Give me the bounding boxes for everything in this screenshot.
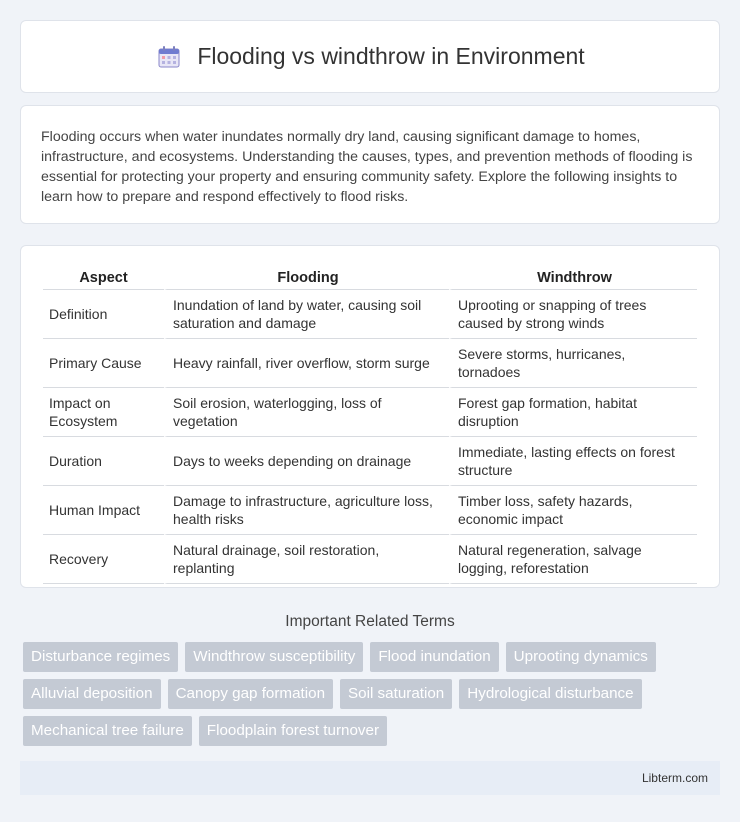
table-header: Windthrow <box>449 267 697 290</box>
intro-card <box>20 105 720 224</box>
related-terms-title: Important Related Terms <box>285 613 455 630</box>
related-term-tag[interactable]: Mechanical tree failure <box>23 716 192 746</box>
table-row <box>43 437 697 486</box>
related-term-tag[interactable]: Canopy gap formation <box>168 679 333 709</box>
table-cell: Forest gap formation, habitat disruption <box>449 388 697 437</box>
related-term-tag[interactable]: Flood inundation <box>370 642 498 672</box>
table-cell: Natural drainage, soil restoration, replanting <box>164 535 449 584</box>
comparison-table <box>43 267 697 584</box>
table-header-row <box>43 267 697 290</box>
related-term-tag[interactable]: Soil saturation <box>340 679 452 709</box>
table-cell: Definition <box>43 290 164 339</box>
table-cell: Timber loss, safety hazards, economic impact <box>449 486 697 535</box>
table-cell: Impact on Ecosystem <box>43 388 164 437</box>
related-terms-section <box>20 613 720 746</box>
table-row <box>43 290 697 339</box>
related-terms-tags <box>20 642 720 746</box>
table-cell: Uprooting or snapping of trees caused by strong winds <box>449 290 697 339</box>
table-cell: Primary Cause <box>43 339 164 388</box>
table-header: Flooding <box>164 267 449 290</box>
table-cell: Human Impact <box>43 486 164 535</box>
comparison-table-card <box>20 245 720 588</box>
page-title: Flooding vs windthrow in Environment <box>197 43 585 69</box>
related-term-tag[interactable]: Alluvial deposition <box>23 679 161 709</box>
table-cell: Severe storms, hurricanes, tornadoes <box>449 339 697 388</box>
related-term-tag[interactable]: Windthrow susceptibility <box>185 642 363 672</box>
table-cell: Heavy rainfall, river overflow, storm surge <box>164 339 449 388</box>
related-term-tag[interactable]: Floodplain forest turnover <box>199 716 387 746</box>
title-card <box>20 20 720 93</box>
related-term-tag[interactable]: Hydrological disturbance <box>459 679 641 709</box>
table-cell: Damage to infrastructure, agriculture loss, health risks <box>164 486 449 535</box>
table-row <box>43 535 697 584</box>
footer-site-link[interactable]: Libterm.com <box>641 771 708 785</box>
table-cell: Duration <box>43 437 164 486</box>
table-cell: Inundation of land by water, causing soil saturation and damage <box>164 290 449 339</box>
table-cell: Immediate, lasting effects on forest structure <box>449 437 697 486</box>
table-row <box>43 388 697 437</box>
table-cell: Days to weeks depending on drainage <box>164 437 449 486</box>
footer <box>20 761 720 795</box>
table-row <box>43 486 697 535</box>
table-cell: Natural regeneration, salvage logging, reforestation <box>449 535 697 584</box>
related-term-tag[interactable]: Disturbance regimes <box>23 642 178 672</box>
table-header: Aspect <box>43 267 164 290</box>
table-cell: Soil erosion, waterlogging, loss of vegetation <box>164 388 449 437</box>
related-term-tag[interactable]: Uprooting dynamics <box>506 642 656 672</box>
table-row <box>43 339 697 388</box>
table-cell: Recovery <box>43 535 164 584</box>
intro-text: Flooding occurs when water inundates normally dry land, causing significant damage to homes, infrastructure, and ecosystems. Understanding the causes, types, and prevention methods of flooding is essential for protecting your property and ensuring community safety. Explore the following insights to learn how to prepare and respond effectively to flood risks. <box>41 129 693 205</box>
calendar-icon <box>155 43 183 71</box>
